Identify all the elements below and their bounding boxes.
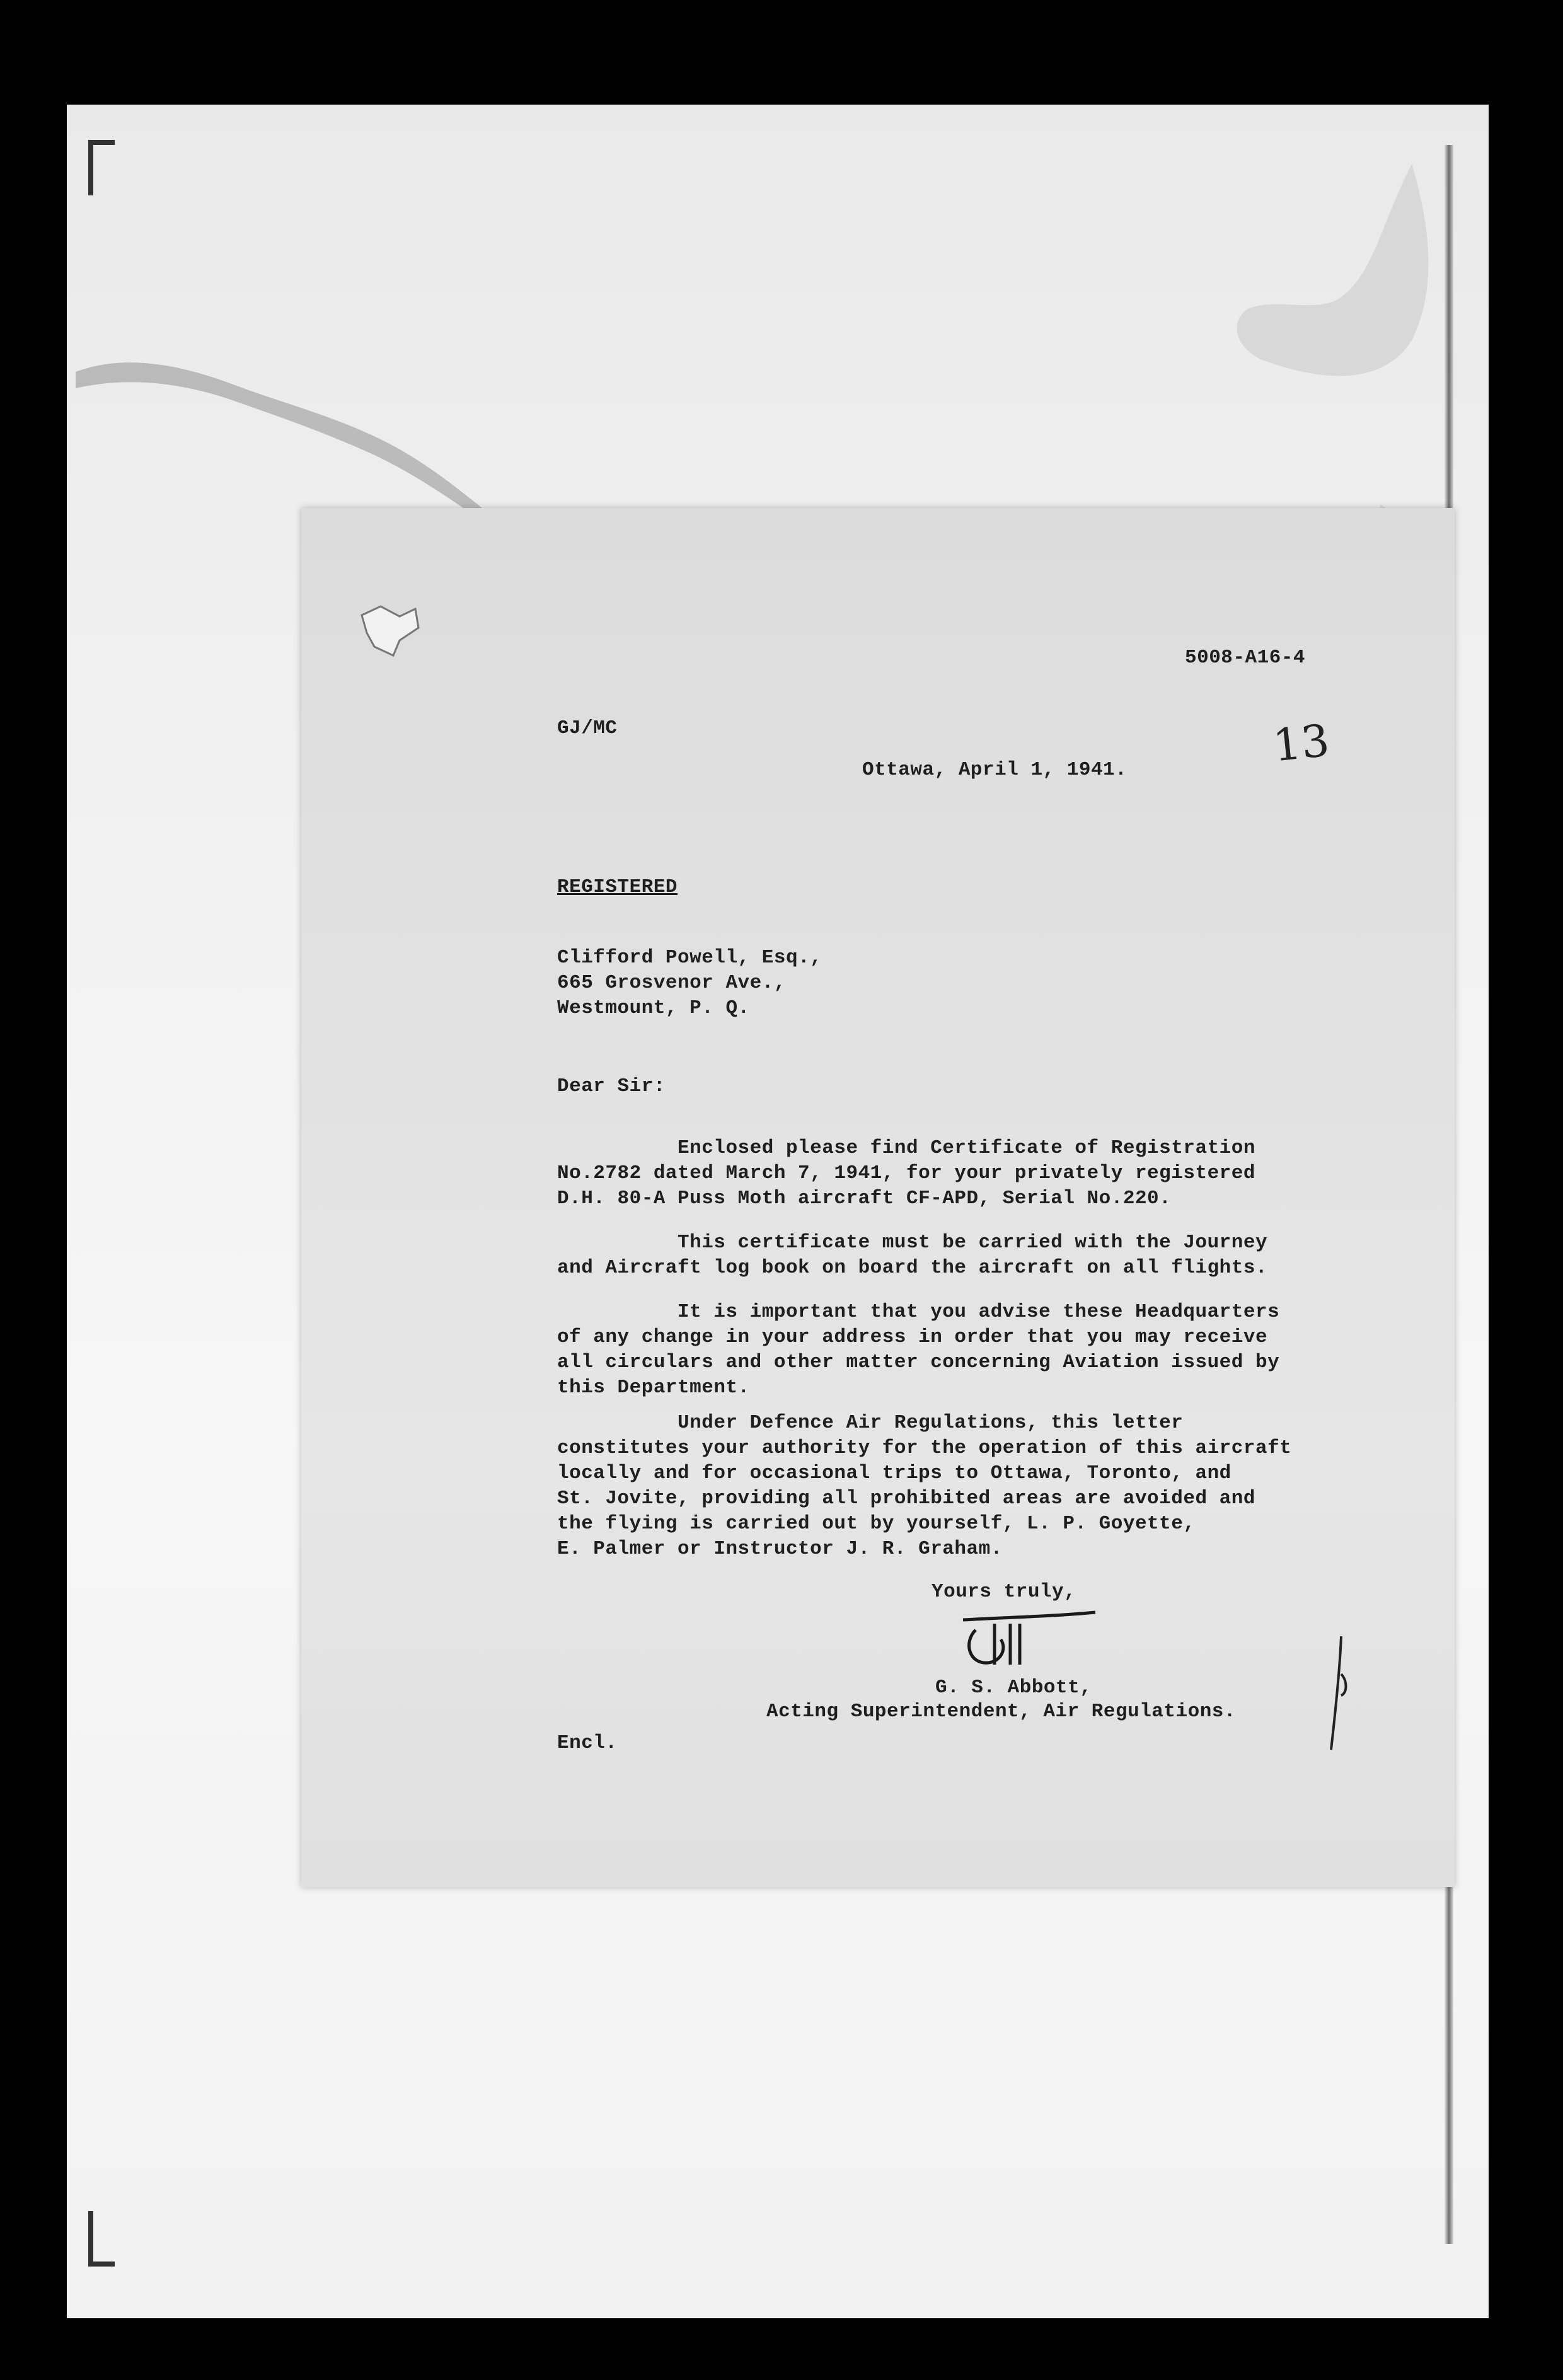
body-line: Enclosed please find Certificate of Registration	[557, 1137, 1255, 1159]
body-line: of any change in your address in order that you may receive	[557, 1326, 1268, 1348]
signature-mark	[950, 1605, 1102, 1674]
body-line: the flying is carried out by yourself, L. P. Goyette,	[557, 1513, 1196, 1535]
body-line: D.H. 80-A Puss Moth aircraft CF-APD, Serial No.220.	[557, 1187, 1172, 1210]
body-line: and Aircraft log book on board the aircraft on all flights.	[557, 1257, 1268, 1279]
signatory-name: G. S. Abbott,	[935, 1677, 1092, 1699]
body-line: It is important that you advise these Headquarters	[557, 1301, 1280, 1323]
signatory-title: Acting Superintendent, Air Regulations.	[766, 1701, 1237, 1723]
handwritten-page-number: 13	[1270, 714, 1332, 772]
enclosure-note: Encl.	[557, 1732, 618, 1754]
salutation: Dear Sir:	[557, 1075, 666, 1097]
recipient-street: 665 Grosvenor Ave.,	[557, 972, 786, 994]
recipient-name: Clifford Powell, Esq.,	[557, 947, 822, 969]
paper-stain-left	[69, 328, 510, 517]
corner-mark-top-left	[88, 140, 115, 195]
typist-initials: GJ/MC	[557, 717, 618, 739]
file-reference: 5008-A16-4	[1185, 647, 1306, 669]
paper-stain-right	[1223, 151, 1450, 555]
body-line: St. Jovite, providing all prohibited areas are avoided and	[557, 1488, 1255, 1510]
body-line: E. Palmer or Instructor J. R. Graham.	[557, 1538, 1003, 1560]
letter-sheet	[301, 508, 1455, 1887]
body-line: No.2782 dated March 7, 1941, for your privately registered	[557, 1162, 1255, 1184]
handwritten-margin-mark	[1322, 1630, 1360, 1756]
corner-mark-bottom-left	[88, 2211, 115, 2267]
body-line: constitutes your authority for the operation of this aircraft	[557, 1437, 1292, 1459]
body-line: Under Defence Air Regulations, this letter	[557, 1412, 1184, 1434]
recipient-city: Westmount, P. Q.	[557, 997, 750, 1019]
body-line: This certificate must be carried with the Journey	[557, 1232, 1268, 1254]
torn-corner-mark	[355, 603, 425, 659]
date-line: Ottawa, April 1, 1941.	[862, 759, 1128, 781]
closing: Yours truly,	[931, 1581, 1076, 1603]
registered-label: REGISTERED	[557, 876, 678, 898]
body-line: all circulars and other matter concerning Aviation issued by	[557, 1351, 1280, 1373]
body-line: locally and for occasional trips to Ottawa, Toronto, and	[557, 1462, 1231, 1484]
body-line: this Department.	[557, 1377, 750, 1399]
